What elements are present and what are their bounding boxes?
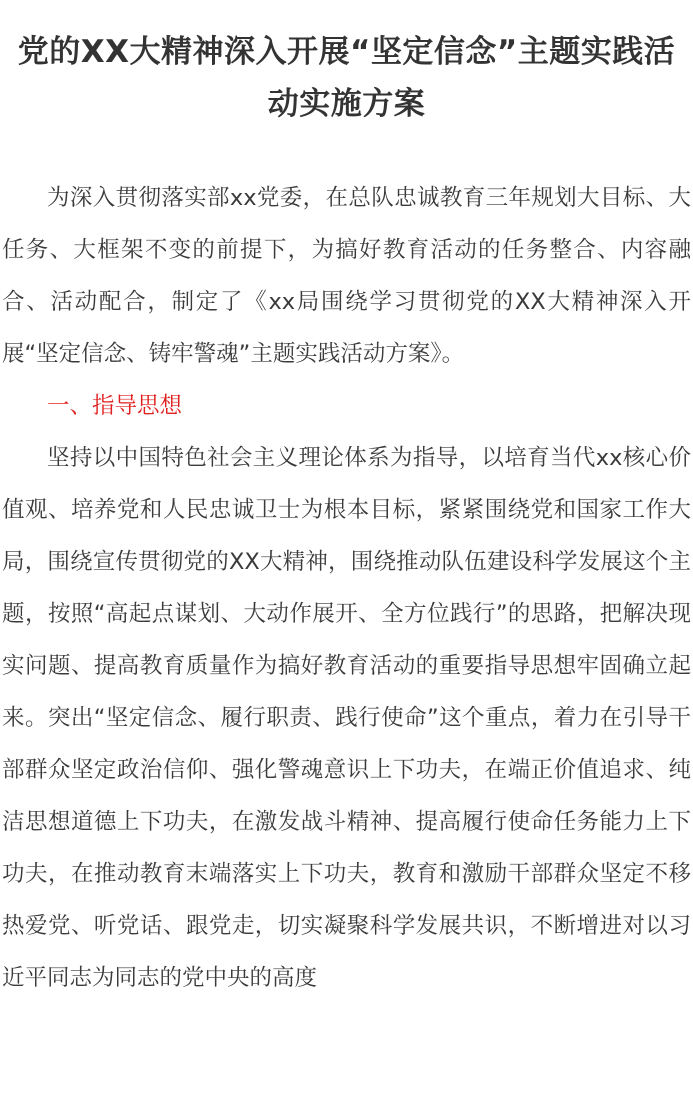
document-body bbox=[2, 172, 691, 1004]
section-paragraph: 坚持以中国特色社会主义理论体系为指导，以培育当代xx核心价值观、培养党和人民忠诚卫士为根本目标，紧紧围绕党和国家工作大局，围绕宣传贯彻党的XX大精神，围绕推动队伍建设科学发展这个主题，按照“高起点谋划、大动作展开、全方位践行”的思路，把解决现实问题、提高教育质量作为搞好教育活动的重要指导思想牢固确立起来。突出“坚定信念、履行职责、践行使命”这个重点，着力在引导干部群众坚定政治信仰、强化警魂意识上下功夫，在端正价值追求、纯洁思想道德上下功夫，在激发战斗精神、提高履行使命任务能力上下功夫，在推动教育末端落实上下功夫，教育和激励干部群众坚定不移热爱党、听党话、跟党走，切实凝聚科学发展共识，不断增进对以习近平同志为同志的党中央的高度 bbox=[2, 445, 691, 991]
section-heading: 一、指导思想 bbox=[47, 393, 183, 419]
intro-paragraph: 为深入贯彻落实部xx党委，在总队忠诚教育三年规划大目标、大任务、大框架不变的前提下，为搞好教育活动的任务整合、内容融合、活动配合，制定了《xx局围绕学习贯彻党的XX大精神深入开展“坚定信念、铸牢警魂”主题实践活动方案》。 bbox=[2, 185, 691, 367]
document-title: 党的XX大精神深入开展“坚定信念”主题实践活动实施方案 bbox=[17, 34, 676, 122]
